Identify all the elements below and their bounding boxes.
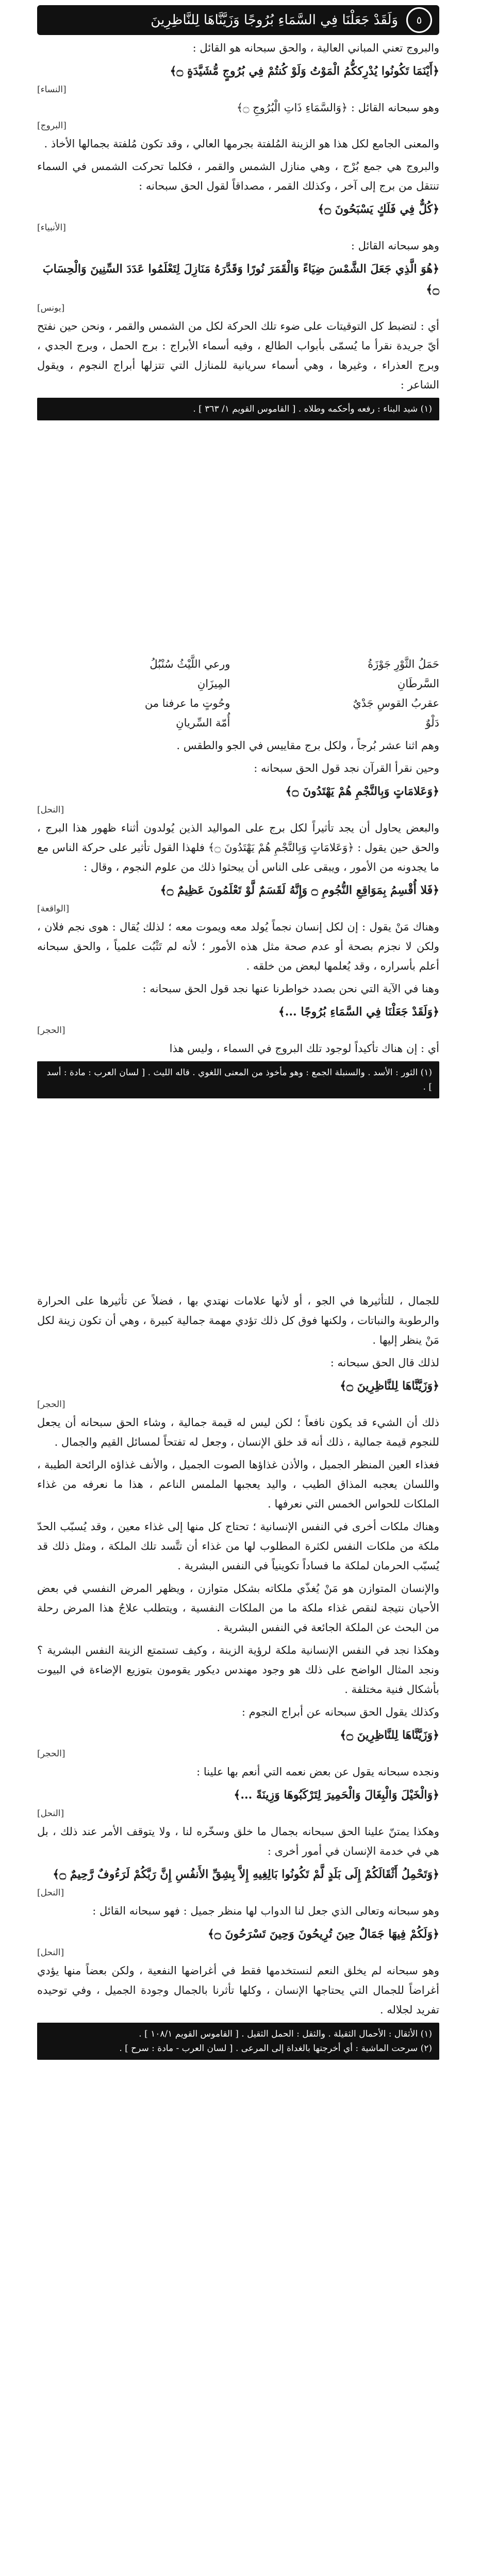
paragraph: وكذلك يقول الحق سبحانه عن أبراج النجوم :: [241, 1706, 439, 1718]
paragraph: أي : لتضبط كل التوقيتات على ضوء تلك الحركة لكل من الشمس والقمر ، ونحن حين نفتح أيّ جريدة نقرأ ما يُسمّى بأبواب الطالع ، وفيه أسماء الأبراج : برج الحمل ، وبرج الجدي ، وبرج العذراء ، وغيرها ، وهي أسماء سريانية للمنازل التي تتزلها أبراج النجوم ، ويقول الشاعر :: [37, 320, 439, 391]
paragraph: وهناك مَنْ يقول : إن لكل إنسان نجماً يُولد معه ويموت معه ؛ لذلك يُقال : هوى نجم فلان ، ولكن لا نجزم بصحة أو عدم صحة مثل هذه الأمور ؛ لأنه لم تَثْبُت علمياً ، والحق سبحانه أعلم بأسراره ، وقد يُعلمها لبعض من خلقه .: [37, 921, 439, 972]
paragraph: والبعض يحاول أن يجد تأثيراً لكل برج على المواليد الذين يُولدون أثناء ظهور هذا البرج ، والحق حين يقول : ﴿وَعَلامَاتٍ وَبِالنَّجْمِ هُمْ يَهْتَدُونَ ۝﴾ فلهذا القول تأثير على حركة الناس مع ما يجدونه من الأمور ، ويبقى على الناس أن يبحثوا ذلك من علوم النجوم ، وقال :: [37, 822, 439, 873]
page-1: [37, 5, 439, 420]
paragraph: والبروج تعني المباني العالية ، والحق سبحانه هو القائل :: [192, 42, 439, 54]
paragraph: أي : إن هناك تأكيداً لوجود تلك البروج في السماء ، وليس هذا: [169, 1042, 439, 1055]
verse-reference: [النحل]: [37, 805, 64, 815]
header-number-badge: ٥: [406, 7, 432, 33]
paragraph: لذلك قال الحق سبحانه :: [330, 1357, 439, 1369]
verse-reference: [الحجر]: [37, 1025, 65, 1036]
poem-line: حَمَلُ الثَّوْرِ جَوْزَةُ السَّرطَانِ: [368, 658, 439, 690]
paragraph: وهكذا نجد في النفس الإنسانية ملكة لرؤية الزينة ، وكيف تستمتع الزينة النفس البشرية ؟ ونجد المثال الواضح على ذلك هو وجود مهندس ديكور يقومون بتوزيع الإضاءة في البيوت بأشكال فنية مختلفة .: [37, 1644, 439, 1696]
poem-right: [246, 654, 439, 733]
paragraph: وهكذا يمتنّ علينا الحق سبحانه بجمال ما خلق وسخّره لنا ، ولا يتوقف الأمر عند ذلك ، بل هي في خدمة الإنسان في أمور أخرى :: [37, 1825, 439, 1857]
paragraph: والبروج هي جمع بُرْج ، وهي منازل الشمس والقمر ، فكلما تحركت الشمس في السماء تنتقل من برج إلى آخر ، وكذلك القمر ، مصداقاً لقول الحق سبحانه :: [37, 160, 439, 192]
quran-verse: ﴿وَلَقَدْ جَعَلْنَا فِي السَّمَاءِ بُرُوجًا ...﴾: [278, 1005, 439, 1019]
footnote-bar: (١) شيد البناء : رفعه وأحكمه وطلاه . [ القاموس القويم ١/ ٣٦٣ ] .: [37, 398, 439, 420]
quran-verse: ﴿وَالْخَيْلَ وَالْبِغَالَ وَالْحَمِيرَ لِتَرْكَبُوهَا وَزِينَةً ...﴾: [234, 1788, 439, 1802]
paragraph: وهو سبحانه القائل :: [351, 240, 439, 252]
poem-line: عقربُ القوسِ جَدْيٌ دَلْوٌ: [353, 697, 439, 729]
footnote: (١) الأثقال : الأحمال الثقيلة . والثقل : الحمل الثقيل . [ القاموس القويم ١٠٨/١ ] .: [139, 2029, 432, 2039]
paragraph: ذلك أن الشيء قد يكون نافعاً ؛ لكن ليس له قيمة جمالية ، وشاء الحق سبحانه أن يجعل للنجوم قيمة جمالية ، ذلك أنه قد خلق الإنسان ، وجعل له تفتحاً لمسائل القيم والجمال .: [37, 1416, 439, 1448]
footnote-bar: [37, 2023, 439, 2060]
poem-left: [37, 654, 230, 733]
paragraph: والإنسان المتوازن هو مَنْ يُغذّي ملكاته بشكل متوازن ، ويظهر المرض النفسي في بعض الأحيان نتيجة لنقص غذاء ملكة ما من الملكات النفسية ، ويتطلب علاجُ هذا المرض رحلة من البحث عن الملكة الجائعة في النفس البشرية .: [37, 1582, 439, 1634]
verse-reference: [النحل]: [37, 1888, 64, 1898]
quran-verse: ﴿أَيْنَمَا تَكُونُوا يُدْرِككُّمُ الْمَوْتُ وَلَوْ كُنتُمْ فِي بُرُوجٍ مُّشَيَّدَةٍ ۝﴾: [170, 64, 439, 78]
paragraph: وهو سبحانه وتعالى الذي جعل لنا الدواب لها منظر جميل : فهو سبحانه القائل :: [92, 1905, 439, 1917]
quran-verse: ﴿وَتَحْمِلُ أَثْقَالَكُمْ إِلَى بَلَدٍ لَّمْ تَكُونُوا بَالِغِيهِ إِلاَّ بِشِقِّ الأَنفُسِ إِنَّ رَبَّكُمْ لَرَءُوفٌ رَّحِيمٌ ۝﴾: [53, 1868, 439, 1881]
verse-reference: [يونس]: [37, 303, 65, 313]
surah-header: [37, 5, 439, 35]
paragraph: وهم اثنا عشر بُرجاً ، ولكل برج مقاييس في الجو والطقس .: [176, 739, 439, 752]
verse-reference: [النحل]: [37, 1947, 64, 1958]
paragraph: وهنا في الآية التي نحن بصدد خواطرنا عنها نجد قول الحق سبحانه :: [142, 982, 439, 995]
verse-reference: [النساء]: [37, 84, 67, 95]
verse-reference: [الأنبياء]: [37, 223, 66, 233]
poem-line: وحُوتٍ ما عرفنا من أُمّة السِّريانِ: [144, 697, 230, 729]
paragraph: للجمال ، للتأثيرها في الجو ، أو لأنها علامات نهتدي بها ، فضلاً عن تأثيرها على الحرارة والرطوبة والنباتات ، ولكنها فوق كل ذلك تؤدي مهمة جمالية كبيرة ، وهي أن تكون زينة لكل مَنْ ينظر إليها .: [37, 1295, 439, 1346]
paragraph: ونجده سبحانه يقول عن بعض نعمه التي أنعم بها علينا :: [196, 1766, 439, 1778]
verse-reference: [الواقعة]: [37, 904, 70, 914]
quran-verse: ﴿وَلَكُمْ فِيهَا جَمَالٌ حِينَ تُرِيحُونَ وَحِينَ تَسْرَحُونَ ۝﴾: [207, 1927, 439, 1941]
quran-verse: ﴿هُوَ الَّذِي جَعَلَ الشَّمْسَ ضِيَاءً وَالْقَمَرَ نُورًا وَقَدَّرَهُ مَنَازِلَ لِتَعْلَمُوا عَدَدَ السِّنِينَ وَالْحِسَابَ ۝﴾: [42, 262, 439, 296]
quran-verse: ﴿وَزَيَّنَّاهَا لِلنَّاظِرِينَ ۝﴾: [340, 1728, 439, 1742]
paragraph: وهو سبحانه القائل : ﴿وَالسَّمَاءِ ذَاتِ الْبُرُوجِ ۝﴾: [236, 101, 439, 114]
paragraph: فغذاء العين المنظر الجميل ، والأذن غذاؤها الصوت الجميل ، والأنف غذاؤه الرائحة الطيبة ، واللسان يعجبه المذاق الطيب ، واليد يعجبها الملمس الناعم ، هذا ما نعرفه من غذاء الملكات للحواس الخمس التي نعرفها .: [37, 1459, 439, 1510]
verse-reference: [الحجر]: [37, 1749, 65, 1759]
quran-verse: ﴿فَلا أُقْسِمُ بِمَوَاقِعِ النُّجُومِ ۝ وَإِنَّهُ لَقَسَمٌ لَّوْ تَعْلَمُونَ عَظِيمٌ ۝﴾: [160, 884, 439, 897]
page-2: [37, 654, 439, 1098]
header-title: وَلَقَدْ جَعَلْنَا فِي السَّمَاءِ بُرُوجًا وَزَيَّنَّاهَا لِلنَّاظِرِينَ: [151, 12, 398, 28]
footnote: (٢) سرحت الماشية : أي أخرجتها بالغداة إلى المرعى . [ لسان العرب - مادة : سرح ] .: [119, 2043, 432, 2054]
verse-reference: [النحل]: [37, 1808, 64, 1819]
quran-verse: ﴿وَعَلامَاتٍ وَبِالنَّجْمِ هُمْ يَهْتَدُونَ ۝﴾: [285, 785, 439, 798]
verse-reference: [البروج]: [37, 121, 67, 131]
footnote-bar: (١) الثور : الأسد . والسنبلة الجمع : وهو مأخوذ من المعنى اللغوي . قاله الليث . [ لسان العرب : مادة : أسد ] .: [37, 1061, 439, 1098]
paragraph: وهناك ملكات أخرى في النفس الإنسانية ؛ تحتاج كل منها إلى غذاء معين ، وقد يُسبّب الحدّ ملكة من ملكات النفس لكثرة المطلوب لها من غذاء أن تتَّسد تلك الملكة ، ومثل ذلك قد يُسبّب الحرمان لملكة ما فساداً تكوينياً في النفس البشرية .: [37, 1520, 439, 1572]
paragraph: وهو سبحانه لم يخلق النعم لنستخدمها فقط في أغراضها النفعية ، ولكن بعضاً منها يؤدي أغراضاً للجمال التي يحتاجها الإنسان ، وكلها تأثرنا بالجمال وجودة الجميل ، وفي توحيده تفريد لجلاله .: [37, 1964, 439, 2016]
paragraph: والمعنى الجامع لكل هذا هو الزينة المُلفتة بجرمها العالي ، وقد تكون مُلفتة بجمالها الأخاذ .: [44, 138, 439, 150]
quran-verse: ﴿كُلٌّ فِي فَلَكٍ يَسْبَحُونَ ۝﴾: [318, 202, 439, 216]
quran-verse: ﴿وَزَيَّنَّاهَا لِلنَّاظِرِينَ ۝﴾: [340, 1379, 439, 1393]
page-3: [37, 1288, 439, 2060]
paragraph: وحين نقرأ القرآن نجد قول الحق سبحانه :: [254, 762, 439, 774]
verse-reference: [الحجر]: [37, 1399, 65, 1410]
poem-line: ورعي اللَّيْثُ سُنْبُلُ المِيزَانِ: [150, 658, 230, 690]
poem: [37, 654, 439, 733]
